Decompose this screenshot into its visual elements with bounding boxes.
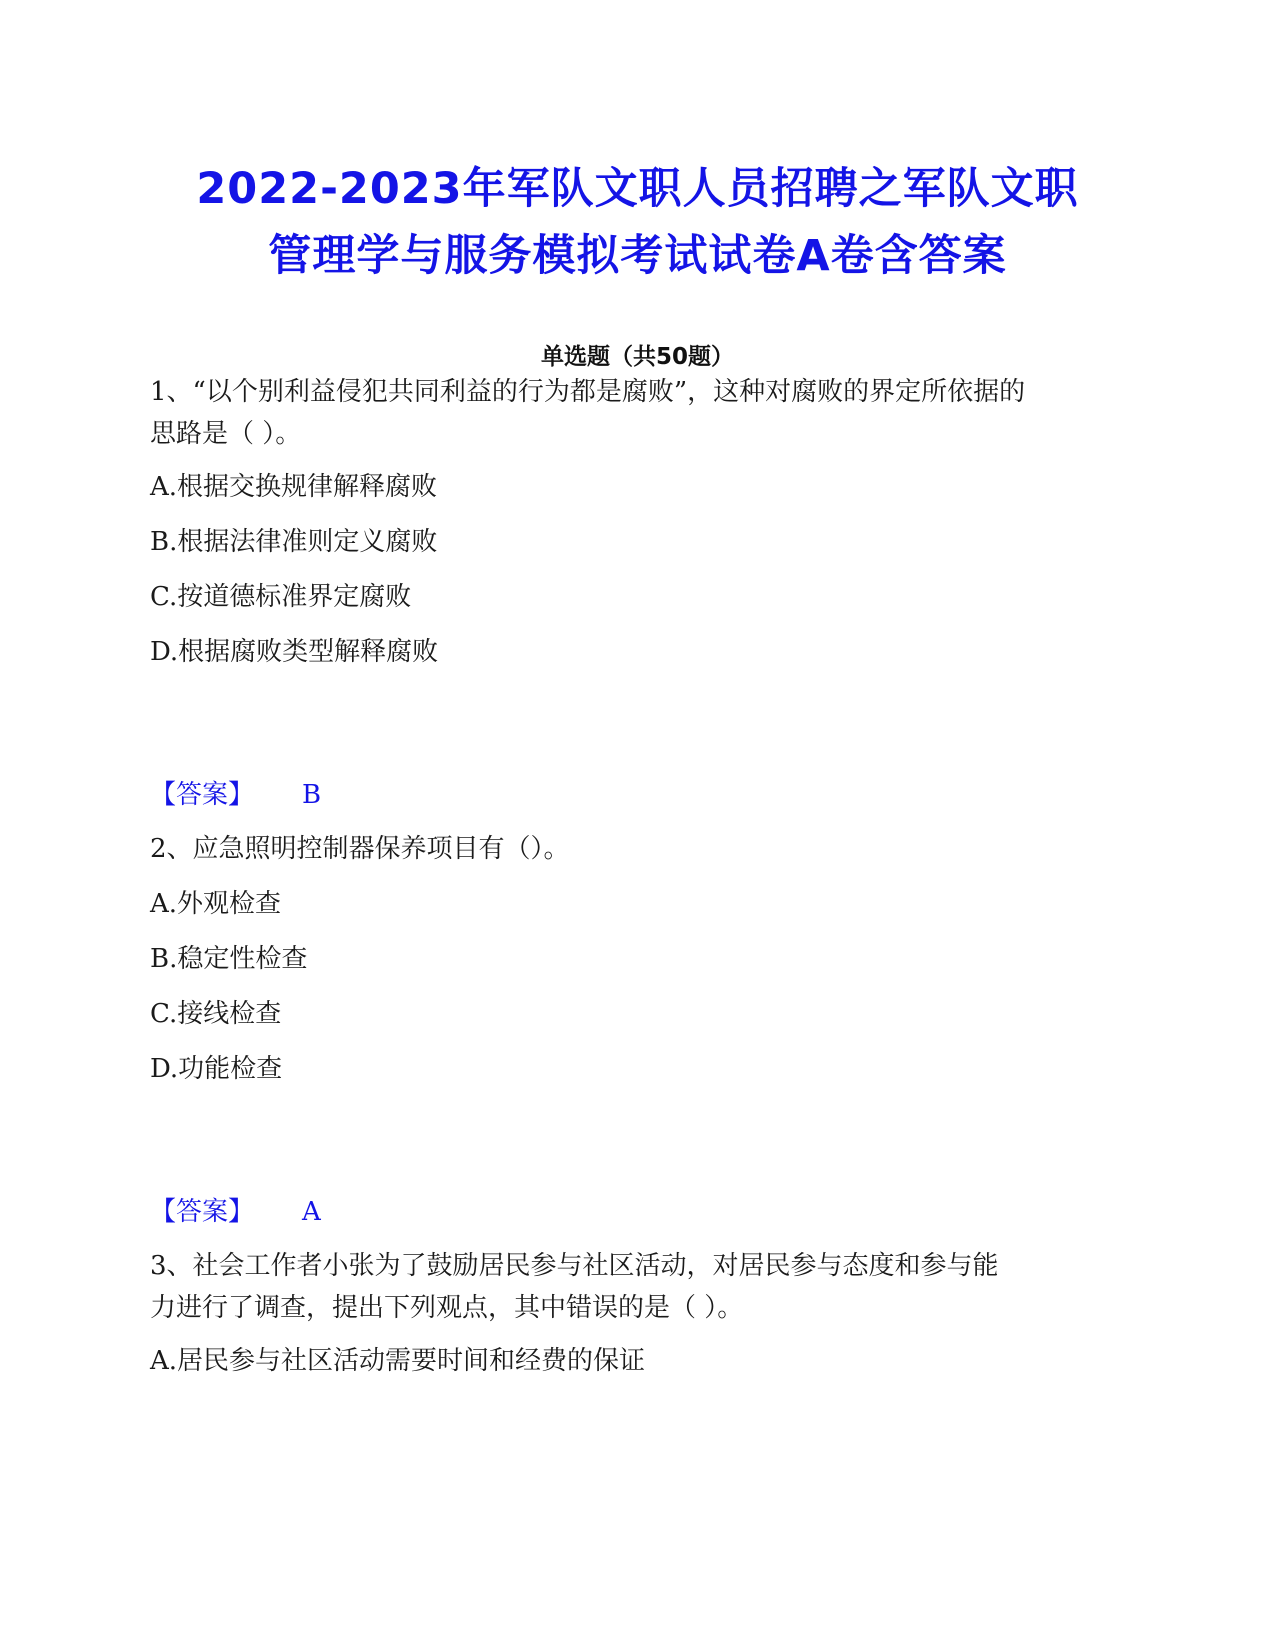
question-3-stem-line-1: 3、社会工作者小张为了鼓励居民参与社区活动，对居民参与态度和参与能 xyxy=(150,1251,999,1281)
document-title-line-2: 管理学与服务模拟考试试卷A卷含答案 xyxy=(268,231,1007,281)
question-1-option-a: A.根据交换规律解释腐败 xyxy=(150,472,438,502)
question-1-stem-line-1: 1、“以个别利益侵犯共同利益的行为都是腐败”，这种对腐败的界定所依据的 xyxy=(150,377,1026,407)
section-heading: 单选题（共50题） xyxy=(540,344,734,370)
question-1-option-b: B.根据法律准则定义腐败 xyxy=(150,527,438,557)
question-3-stem-line-2: 力进行了调查，提出下列观点，其中错误的是（ ）。 xyxy=(150,1293,744,1323)
answer-value: B xyxy=(302,780,322,810)
question-2-answer xyxy=(150,1195,321,1229)
question-1-option-d: D.根据腐败类型解释腐败 xyxy=(150,637,439,667)
answer-label: 【答案】 xyxy=(150,780,255,810)
question-3-option-a: A.居民参与社区活动需要时间和经费的保证 xyxy=(150,1346,646,1376)
answer-label: 【答案】 xyxy=(150,1197,255,1227)
question-1-option-c: C.按道德标准界定腐败 xyxy=(150,582,412,612)
question-2-option-d: D.功能检查 xyxy=(150,1054,283,1084)
question-1-answer xyxy=(150,778,321,812)
question-2-option-a: A.外观检查 xyxy=(150,889,282,919)
question-2-stem-line-1: 2、应急照明控制器保养项目有（）。 xyxy=(150,834,570,864)
question-2-option-c: C.接线检查 xyxy=(150,999,282,1029)
question-2-option-b: B.稳定性检查 xyxy=(150,944,308,974)
answer-value: A xyxy=(302,1197,321,1227)
question-1-stem-line-2: 思路是（ ）。 xyxy=(150,419,302,449)
document-title-line-1: 2022-2023年军队文职人员招聘之军队文职 xyxy=(196,164,1079,214)
